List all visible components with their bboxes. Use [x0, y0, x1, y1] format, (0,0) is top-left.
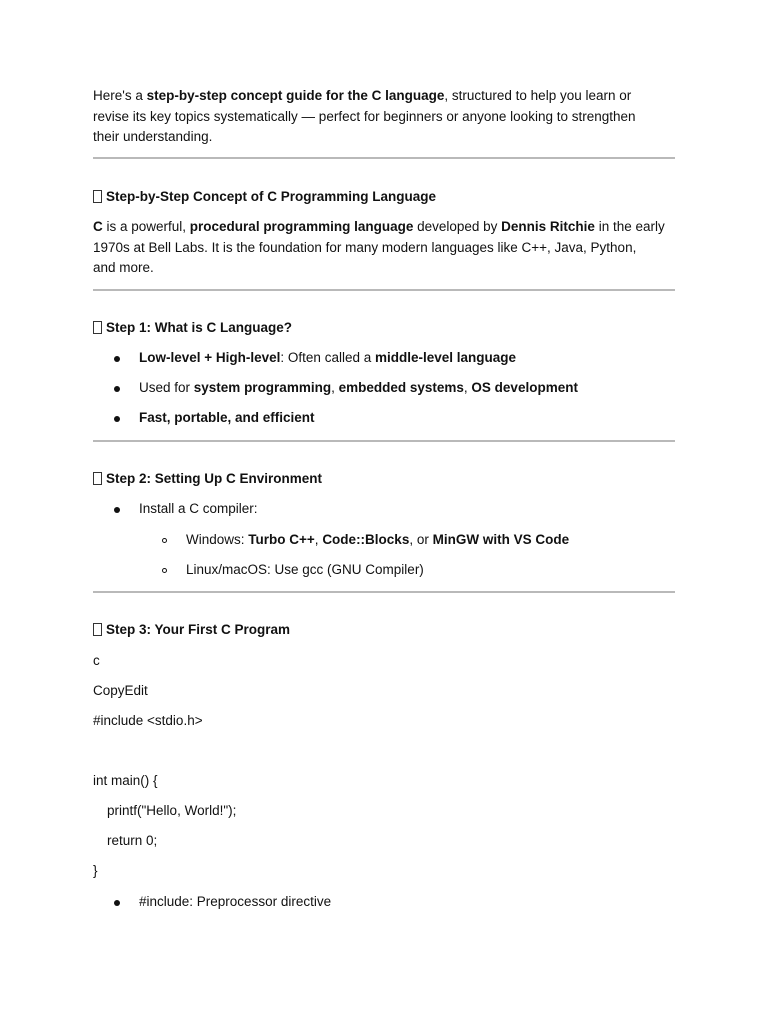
sub-list-item: Linux/macOS: Use gcc (GNU Compiler)	[186, 562, 424, 577]
list-item: #include: Preprocessor directive	[139, 894, 332, 909]
bullet-icon	[114, 386, 120, 392]
bullet-icon	[114, 507, 120, 513]
step3-title: Step 3: Your First C Program	[106, 622, 291, 637]
bold-text: middle-level language	[374, 350, 517, 365]
bullet-icon	[114, 416, 120, 422]
code-line: int main() {	[93, 773, 158, 788]
paragraph-line-1	[93, 217, 665, 237]
bold-text: Low-level + High-level	[139, 350, 281, 365]
emoji-placeholder-icon	[93, 472, 102, 485]
intro-line-1	[93, 86, 631, 106]
sub-bullet-icon	[162, 568, 167, 573]
text: ,	[314, 532, 323, 547]
list-item	[139, 348, 516, 368]
text: Used for	[139, 380, 194, 395]
emoji-placeholder-icon	[93, 321, 102, 334]
code-language-label: c	[93, 653, 100, 668]
bullet-icon	[114, 900, 120, 906]
text: ,	[331, 380, 339, 395]
code-line: printf("Hello, World!");	[107, 803, 237, 818]
code-line: }	[93, 863, 98, 878]
step1-heading	[93, 318, 292, 338]
section-heading	[93, 187, 436, 207]
emoji-placeholder-icon	[93, 190, 102, 203]
bold-text: C	[93, 219, 103, 234]
bold-text: embedded systems	[338, 380, 464, 395]
bold-text: Code::Blocks	[322, 532, 410, 547]
sub-bullet-icon	[162, 538, 167, 543]
step2-title: Step 2: Setting Up C Environment	[106, 471, 323, 486]
list-item	[139, 408, 315, 428]
intro-line-2: revise its key topics systematically — perfect for beginners or anyone looking to strengthen	[93, 109, 636, 124]
bold-text: Fast, portable, and efficient	[139, 410, 315, 425]
bold-text: procedural programming language	[189, 219, 414, 234]
bold-text: OS development	[471, 380, 578, 395]
text: : Often called a	[280, 350, 375, 365]
intro-text: Here's a	[93, 88, 147, 103]
bold-text: system programming	[193, 380, 332, 395]
text: , or	[409, 532, 433, 547]
intro-bold: step-by-step concept guide for the C language	[146, 88, 445, 103]
bold-text: Turbo C++	[248, 532, 315, 547]
paragraph-line-2: 1970s at Bell Labs. It is the foundation for many modern languages like C++, Java, Python,	[93, 240, 637, 255]
sub-list-item	[186, 530, 569, 550]
intro-text: , structured to help you learn or	[444, 88, 632, 103]
text: ,	[463, 380, 472, 395]
copy-edit-button[interactable]: CopyEdit	[93, 683, 148, 698]
divider	[93, 440, 675, 442]
list-item: Install a C compiler:	[139, 501, 258, 516]
step1-title: Step 1: What is C Language?	[106, 320, 293, 335]
paragraph-line-3: and more.	[93, 260, 154, 275]
intro-line-3: their understanding.	[93, 129, 213, 144]
bullet-icon	[114, 356, 120, 362]
text: is a powerful,	[102, 219, 190, 234]
list-item	[139, 378, 578, 398]
divider	[93, 591, 675, 593]
section-title: Step-by-Step Concept of C Programming Language	[106, 189, 437, 204]
divider	[93, 157, 675, 159]
step2-heading	[93, 469, 322, 489]
emoji-placeholder-icon	[93, 623, 102, 636]
text: in the early	[594, 219, 665, 234]
text: developed by	[413, 219, 502, 234]
text: Windows:	[186, 532, 249, 547]
code-line: #include <stdio.h>	[93, 713, 203, 728]
divider	[93, 289, 675, 291]
bold-text: Dennis Ritchie	[501, 219, 595, 234]
step3-heading	[93, 620, 290, 640]
bold-text: MinGW with VS Code	[432, 532, 570, 547]
code-line: return 0;	[107, 833, 158, 848]
